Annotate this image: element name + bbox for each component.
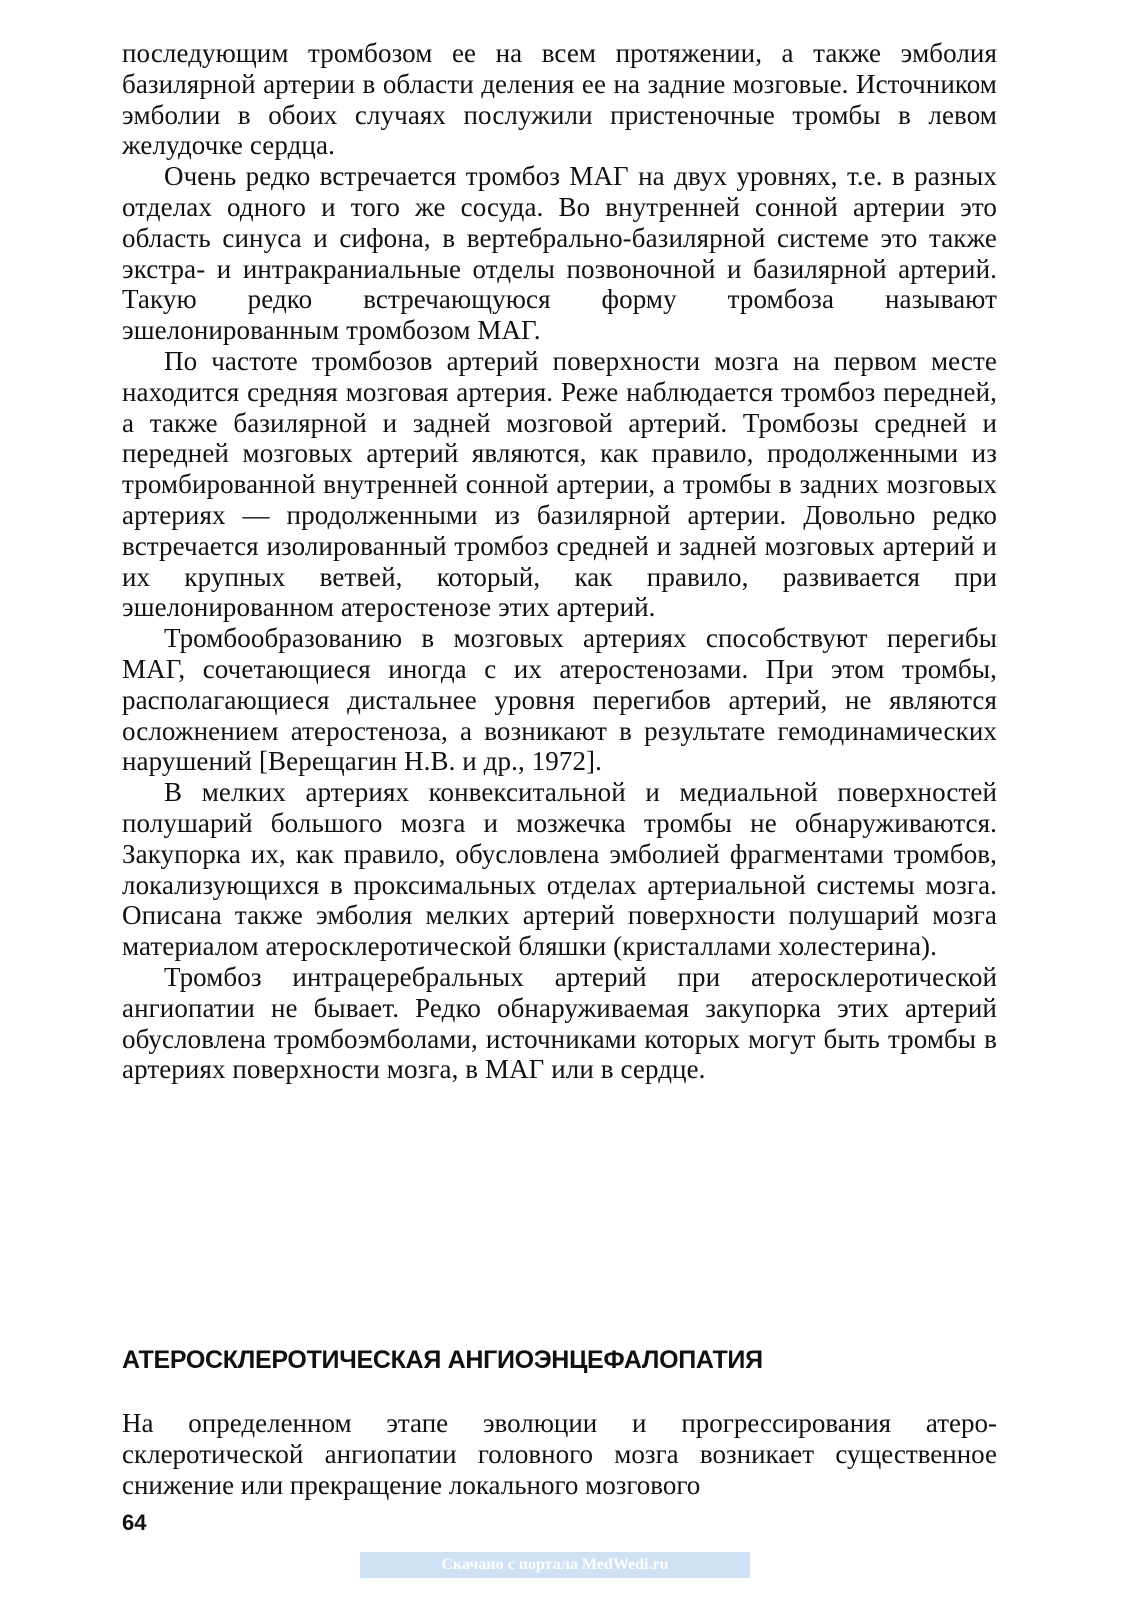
paragraph-intracerebral-arteries: Тромбоз интрацеребральных артерий при атеросклеротической ангиопатии не бывает. Редко обнаруживаемая закупорка этих артерий обусловлена тромбоэмболами, источниками которых могут быть тромбы в артериях поверхности мозга, в МАГ или в сердце.	[122, 961, 997, 1085]
page-number: 64	[122, 1510, 147, 1535]
paragraph-echelon-thrombosis: Очень редко встречается тромбоз МАГ на двух уровнях, т.е. в разных отделах одного и того же сосуда. Во внутренней сонной артерии это область синуса и сифона, в вертебрально-базилярной системе это также экстра- и интракраниальные отделы позвоночной и базилярной артерий. Такую редко встречающуюся форму тромбоза называют эшелонированным тромбозом МАГ.	[122, 161, 997, 346]
paragraph-thrombosis-frequency: По частоте тромбозов артерий поверхности мозга на первом месте находится средняя мозговая артерия. Реже наблюдается тромбоз передней, а также базилярной и задней мозговой артерий. Тромбозы средней и передней мозговых артерий являются, как правило, продолженными из тромбированной внутренней сонной артерии, а тромбы в задних мозговых артериях — продолженными из базилярной артерии. Довольно редко встречается изолированный тромбоз средней и задней мозговых артерий и их крупных ветвей, который, как правило, развивается при эшелонированном атеростенозе этих артерий.	[122, 345, 997, 623]
paragraph-continuation: последующим тромбозом ее на всем протяжении, а также эмболия базилярной артерии в области деления ее на задние мозговые. Источником эмболии в обоих случаях послужили пристеночные тромбы в левом желудочке сердца.	[122, 38, 997, 161]
paragraph-small-arteries: В мелких артериях конвекситальной и медиальной поверхностей полушарий большого мозга и мозжечка тромбы не обнаруживаются. Закупорка их, как правило, обусловлена эмболией фрагментами тромбов, локализующихся в проксимальных отделах артериальной системы мозга. Описана также эмболия мелких артерий поверхности полушарий мозга материалом атеросклеротической бляшки (кристаллами холестерина).	[122, 777, 997, 962]
download-watermark: Скачано с портала MedWedi.ru	[360, 1552, 750, 1578]
section-intro-paragraph: На определенном этапе эволюции и прогрессирования атеросклеротической ангиопатии головного мозга возникает существенное снижение или прекращение локального мозгового	[122, 1408, 997, 1500]
paragraph-artery-kinks: Тромбообразованию в мозговых артериях способствуют перегибы МАГ, сочетающиеся иногда с их атеростенозами. При этом тромбы, располагающиеся дистальнее уровня перегибов артерий, не являются осложнением атеростеноза, а возникают в результате гемодинамических нарушений [Верещагин Н.В. и др., 1972].	[122, 623, 997, 777]
section-heading: АТЕРОСКЛЕРОТИЧЕСКАЯ АНГИОЭНЦЕФАЛОПАТИЯ	[122, 1346, 763, 1374]
body-text	[122, 38, 997, 1085]
